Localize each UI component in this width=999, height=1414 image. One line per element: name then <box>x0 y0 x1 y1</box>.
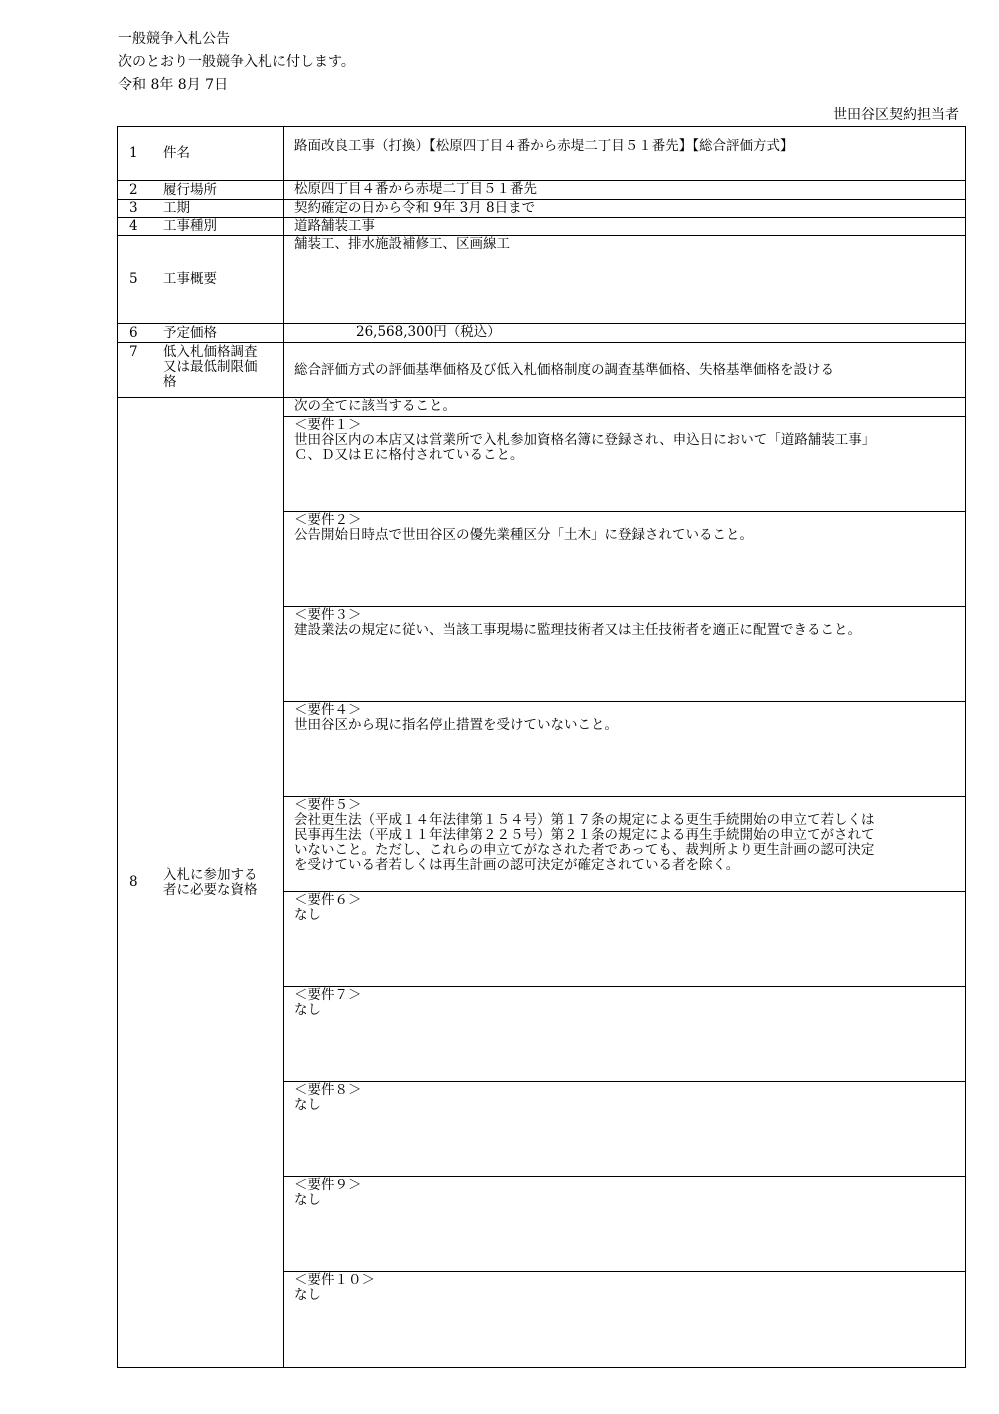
requirement-block <box>284 1177 965 1272</box>
requirement-title: ＜要件１０＞ <box>294 1272 375 1288</box>
requirement-block <box>284 702 965 797</box>
requirement-text: なし <box>294 1097 321 1113</box>
requirement-title: ＜要件７＞ <box>294 987 362 1003</box>
requirement-text: 建設業法の規定に従い、当該工事現場に監理技術者又は主任技術者を適正に配置できること。 <box>294 622 861 638</box>
requirement-title: ＜要件６＞ <box>294 892 362 908</box>
requirement-text: 会社更生法（平成１４年法律第１５４号）第１７条の規定による更生手続開始の申立て若しくは民事再生法（平成１１年法律第２２５号）第２１条の規定による再生手続開始の申立てがされていないこと。ただし、これらの申立てがなされた者であっても、裁判所より更生計画の認可決定を受けている者若しくは再生計画の認可決定が確定されている者を除く。 <box>294 812 875 873</box>
requirement-block <box>284 607 965 702</box>
row-label-estimated-price: 予定価格 <box>147 324 284 343</box>
requirement-block <box>284 512 965 607</box>
requirement-block <box>284 1082 965 1177</box>
requirement-title: ＜要件１＞ <box>294 417 362 433</box>
table-row <box>118 181 966 200</box>
contracting-officer: 世田谷区契約担当者 <box>833 107 959 123</box>
requirement-block <box>284 417 965 512</box>
row-number: 4 <box>118 218 148 236</box>
table-row <box>118 343 966 398</box>
requirement-title: ＜要件５＞ <box>294 797 362 813</box>
requirement-text: なし <box>294 1002 321 1018</box>
notice-date: 令和 8年 8月 7日 <box>118 77 229 93</box>
requirement-text: 世田谷区から現に指名停止措置を受けていないこと。 <box>294 717 618 733</box>
requirement-title: ＜要件４＞ <box>294 702 362 718</box>
table-row <box>118 236 966 324</box>
requirement-title: ＜要件２＞ <box>294 512 362 528</box>
requirement-block <box>284 1272 965 1367</box>
row-label-location: 履行場所 <box>147 181 284 200</box>
requirement-title: ＜要件９＞ <box>294 1177 362 1193</box>
row-number: 8 <box>118 398 148 1368</box>
requirement-title: ＜要件８＞ <box>294 1082 362 1098</box>
row-label-period: 工期 <box>147 200 284 218</box>
notice-title: 一般競争入札公告 <box>118 31 230 47</box>
table-row <box>118 324 966 343</box>
table-row <box>118 200 966 218</box>
requirement-block <box>284 797 965 892</box>
row-value-work-type: 道路舗装工事 <box>284 218 966 236</box>
row-label-low-bid: 低入札価格調査又は最低制限価格 <box>147 343 284 398</box>
qualifications-intro: 次の全てに該当すること。 <box>284 398 965 417</box>
requirement-block <box>284 987 965 1082</box>
requirement-text: なし <box>294 1287 321 1303</box>
row-value-subject: 路面改良工事（打換）【松原四丁目４番から赤堤二丁目５１番先】【総合評価方式】 <box>284 127 966 181</box>
requirement-text: なし <box>294 907 321 923</box>
requirement-block <box>284 892 965 987</box>
row-label-qualifications: 入札に参加する者に必要な資格 <box>147 398 284 1368</box>
row-label-work-type: 工事種別 <box>147 218 284 236</box>
row-label-subject: 件名 <box>147 127 284 181</box>
row-value-period: 契約確定の日から令和 9年 3月 8日まで <box>284 200 966 218</box>
row-value-location: 松原四丁目４番から赤堤二丁目５１番先 <box>284 181 966 200</box>
row-number: 5 <box>118 236 148 324</box>
row-value-estimated-price: 26,568,300円（税込） <box>284 324 966 343</box>
requirement-text: なし <box>294 1192 321 1208</box>
row-value-outline: 舗装工、排水施設補修工、区画線工 <box>284 236 966 324</box>
tender-details-table <box>117 126 966 1368</box>
row-number: 7 <box>118 343 148 398</box>
table-row <box>118 218 966 236</box>
notice-intro: 次のとおり一般競争入札に付します。 <box>118 54 355 70</box>
requirement-text: 世田谷区内の本店又は営業所で入札参加資格名簿に登録され、申込日において「道路舗装工事」Ｃ、Ｄ又はＥに格付されていること。 <box>294 432 876 463</box>
row-number: 3 <box>118 200 148 218</box>
requirements-list <box>284 417 965 1367</box>
row-number: 6 <box>118 324 148 343</box>
qualifications-cell <box>284 398 966 1368</box>
table-row <box>118 127 966 181</box>
row-number: 2 <box>118 181 148 200</box>
row-number: 1 <box>118 127 148 181</box>
requirement-title: ＜要件３＞ <box>294 607 362 623</box>
table-row <box>118 398 966 1368</box>
requirement-text: 公告開始日時点で世田谷区の優先業種区分「土木」に登録されていること。 <box>294 527 753 543</box>
row-value-low-bid: 総合評価方式の評価基準価格及び低入札価格制度の調査基準価格、失格基準価格を設ける <box>284 343 966 398</box>
row-label-outline: 工事概要 <box>147 236 284 324</box>
